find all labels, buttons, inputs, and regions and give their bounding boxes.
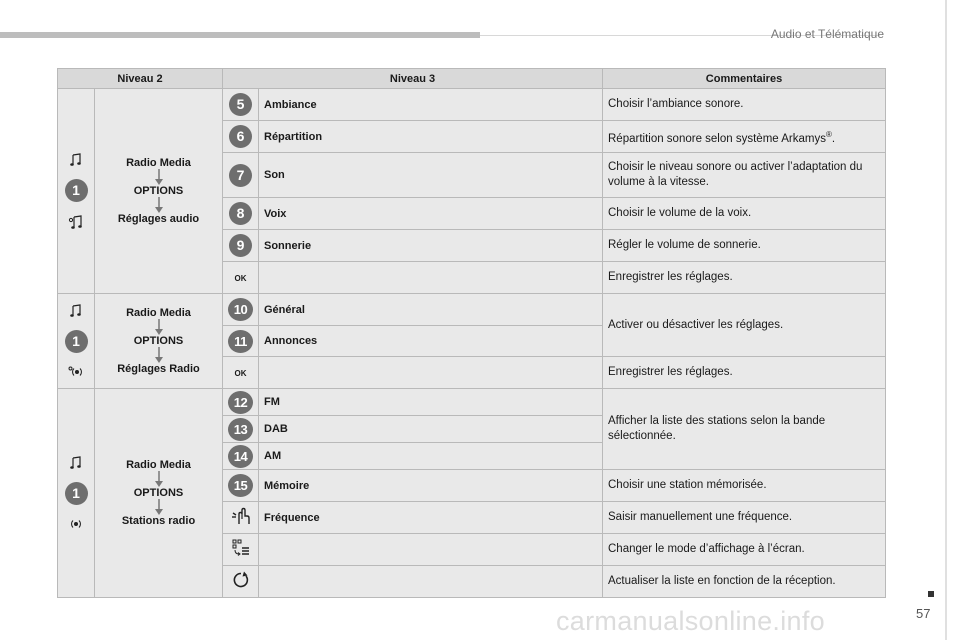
hand-icon bbox=[230, 507, 252, 525]
page-header-title: Audio et Télématique bbox=[770, 27, 884, 41]
comment-text: Activer ou désactiver les réglages. bbox=[603, 294, 886, 357]
arrow-down-icon bbox=[154, 499, 164, 515]
step-badge: 1 bbox=[65, 179, 88, 202]
ok-key: OK bbox=[234, 368, 247, 378]
step-badge: 1 bbox=[65, 482, 88, 505]
key-badge: 13 bbox=[228, 418, 253, 441]
step-badge: 1 bbox=[65, 330, 88, 353]
page-number: 57 bbox=[916, 606, 931, 621]
level3-label: Sonnerie bbox=[259, 230, 603, 262]
comment-text: Enregistrer les réglages. bbox=[603, 262, 886, 294]
level3-label: Fréquence bbox=[259, 502, 603, 534]
music-note-icon bbox=[70, 456, 82, 470]
level3-label: Son bbox=[259, 153, 603, 198]
table-row bbox=[58, 89, 886, 121]
key-badge: 5 bbox=[229, 93, 252, 116]
key-badge: 11 bbox=[228, 330, 253, 353]
key-badge: 6 bbox=[229, 125, 252, 148]
refresh-icon bbox=[231, 571, 251, 589]
group-icons-audio bbox=[58, 89, 95, 294]
comment-text: Choisir le volume de la voix. bbox=[603, 198, 886, 230]
arrow-down-icon bbox=[154, 197, 164, 213]
group-icons-radio-settings bbox=[58, 294, 95, 389]
arrow-down-icon bbox=[154, 169, 164, 185]
watermark-text: carmanualsonline.info bbox=[556, 606, 825, 636]
page-margin-rule bbox=[945, 0, 947, 640]
key-badge: 15 bbox=[228, 474, 253, 497]
level3-label: Voix bbox=[259, 198, 603, 230]
column-header-comments: Commentaires bbox=[603, 69, 886, 89]
path-step: Radio Media bbox=[126, 459, 191, 471]
level3-label bbox=[259, 566, 603, 598]
ok-key: OK bbox=[234, 273, 247, 283]
level3-label bbox=[259, 357, 603, 389]
level3-label: Annonces bbox=[259, 326, 603, 357]
radio-settings-icon bbox=[68, 365, 84, 379]
menu-path-radio-settings bbox=[95, 294, 223, 389]
menu-path-audio bbox=[95, 89, 223, 294]
level3-label: DAB bbox=[259, 416, 603, 443]
display-mode-icon bbox=[231, 539, 251, 557]
comment-text: Actualiser la liste en fonction de la réception. bbox=[603, 566, 886, 598]
path-step: OPTIONS bbox=[133, 185, 184, 197]
level3-label: Général bbox=[259, 294, 603, 326]
level3-label: FM bbox=[259, 389, 603, 416]
path-step: Radio Media bbox=[126, 307, 191, 319]
path-step: Réglages audio bbox=[117, 213, 200, 225]
audio-settings-icon bbox=[68, 214, 84, 230]
key-badge: 9 bbox=[229, 234, 252, 257]
comment-text: Afficher la liste des stations selon la bande sélectionnée. bbox=[603, 389, 886, 470]
arrow-down-icon bbox=[154, 471, 164, 487]
table-row bbox=[58, 294, 886, 326]
music-note-icon bbox=[70, 153, 82, 167]
group-icons-stations bbox=[58, 389, 95, 598]
path-step: Réglages Radio bbox=[117, 363, 200, 375]
column-header-level2: Niveau 2 bbox=[58, 69, 223, 89]
level3-label: Répartition bbox=[259, 121, 603, 153]
level3-label: Mémoire bbox=[259, 470, 603, 502]
comment-text: Régler le volume de sonnerie. bbox=[603, 230, 886, 262]
key-badge: 7 bbox=[229, 164, 252, 187]
comment-text: Choisir une station mémorisée. bbox=[603, 470, 886, 502]
level3-label bbox=[259, 534, 603, 566]
key-badge: 12 bbox=[228, 391, 253, 414]
path-step: OPTIONS bbox=[133, 335, 184, 347]
comment-text: Saisir manuellement une fréquence. bbox=[603, 502, 886, 534]
path-step: OPTIONS bbox=[133, 487, 184, 499]
comment-text: Choisir le niveau sonore ou activer l’adaptation du volume à la vitesse. bbox=[603, 153, 886, 198]
table-row bbox=[58, 389, 886, 416]
path-step: Radio Media bbox=[126, 157, 191, 169]
key-badge: 14 bbox=[228, 445, 253, 468]
key-badge: 8 bbox=[229, 202, 252, 225]
arrow-down-icon bbox=[154, 347, 164, 363]
table-header-row bbox=[58, 69, 886, 89]
arrow-down-icon bbox=[154, 319, 164, 335]
music-note-icon bbox=[70, 304, 82, 318]
comment-text: Répartition sonore selon système Arkamys®. bbox=[603, 121, 886, 153]
radio-station-icon bbox=[69, 517, 83, 531]
comment-text: Changer le mode d’affichage à l’écran. bbox=[603, 534, 886, 566]
level3-label: Ambiance bbox=[259, 89, 603, 121]
comment-text: Choisir l’ambiance sonore. bbox=[603, 89, 886, 121]
level3-label bbox=[259, 262, 603, 294]
comment-text: Enregistrer les réglages. bbox=[603, 357, 886, 389]
column-header-level3: Niveau 3 bbox=[223, 69, 603, 89]
menu-path-stations bbox=[95, 389, 223, 598]
header-bar bbox=[0, 32, 480, 38]
path-step: Stations radio bbox=[121, 515, 196, 527]
level3-label: AM bbox=[259, 443, 603, 470]
footer-marker bbox=[928, 591, 934, 597]
settings-table bbox=[57, 68, 886, 598]
key-badge: 10 bbox=[228, 298, 253, 321]
